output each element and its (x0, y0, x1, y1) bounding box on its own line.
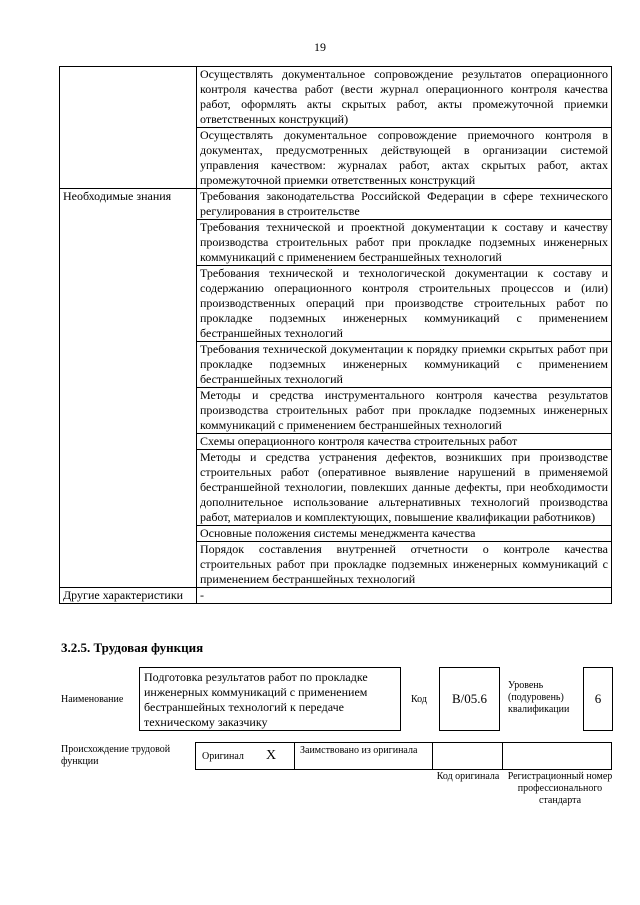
table-row (60, 189, 612, 220)
row-label-knowledge: Необходимые знания (60, 189, 197, 588)
table-cell: Осуществлять документальное сопровождение результатов операционного контроля качества работ (вести журнал операционного контроля качества работ, оформлять акты скрытых работ, акты промежуточной приемки ответственных конструкций) (197, 67, 612, 128)
section-title: 3.2.5. Трудовая функция (61, 640, 204, 655)
qualification-level-box: 6 (583, 667, 613, 731)
name-label: Наименование (61, 694, 124, 705)
original-label: Оригинал (202, 751, 244, 762)
table-cell: Порядок составления внутренней отчетности о контроле качества строительных работ при прокладке подземных инженерных коммуникаций с применением бестраншейных технологий (197, 542, 612, 588)
original-mark: X (266, 748, 277, 763)
table-cell: - (197, 588, 612, 604)
table-cell: Осуществлять документальное сопровождение приемочного контроля в документах, предусмотренных действующей в организации системой управления качеством: журналах работ, актах скрытых работ, актах промежуточной приемки ответственных конструкций (197, 128, 612, 189)
code-original-label: Код оригинала (436, 771, 500, 782)
original-cell (195, 742, 295, 770)
row-label-other: Другие характеристики (60, 588, 197, 604)
function-name-box: Подготовка результатов работ по прокладке инженерных коммуникаций с применением бестраншейных технологий к передаче техническому заказчику (139, 667, 401, 731)
level-label: Уровень (подуровень) квалификации (508, 680, 570, 715)
table-cell: Требования технической документации к порядку приемки скрытых работ при прокладке подземных инженерных коммуникаций с применением бестраншейных технологий (197, 342, 612, 388)
table-cell: Требования технической и технологической документации к составу и содержанию операционного контроля строительных процессов и (или) производственных операций при производстве строительных работ по прокладке подземных инженерных коммуникаций с применением бестраншейных технологий (197, 266, 612, 342)
origin-row (195, 742, 612, 770)
table-cell: Основные положения системы менеджмента качества (197, 526, 612, 542)
borrowed-cell (294, 742, 433, 770)
table-row (60, 588, 612, 604)
table-cell: Требования законодательства Российской Федерации в сфере технического регулирования в строительстве (197, 189, 612, 220)
function-code-box: B/05.6 (439, 667, 500, 731)
page-number: 19 (314, 40, 326, 54)
skills-table (59, 66, 612, 604)
table-cell: Методы и средства устранения дефектов, возникших при производстве строительных работ (оперативное выявление нарушений в применяемой бестраншейной технологии, повлекших данные дефекты, при необходимости дополнительное использование альтернативных технологий производства работ, материалов и комплектующих, повышение квалификации работников) (197, 450, 612, 526)
reg-number-cell (502, 742, 612, 770)
code-original-cell (432, 742, 503, 770)
code-label: Код (411, 694, 427, 705)
table-cell: Схемы операционного контроля качества строительных работ (197, 434, 612, 450)
table-row (60, 67, 612, 128)
table-cell: Требования технической и проектной документации к составу и качеству производства строительных работ при прокладке подземных инженерных коммуникаций с применением бестраншейных технологий (197, 220, 612, 266)
row-label-empty (60, 67, 197, 189)
reg-number-label: Регистрационный номер профессионального стандарта (507, 771, 613, 806)
origin-label: Происхождение трудовой функции (61, 744, 171, 767)
borrowed-label: Заимствовано из оригинала (300, 745, 418, 756)
table-cell: Методы и средства инструментального контроля качества результатов производства строительных работ при прокладке подземных инженерных коммуникаций с применением бестраншейных технологий (197, 388, 612, 434)
